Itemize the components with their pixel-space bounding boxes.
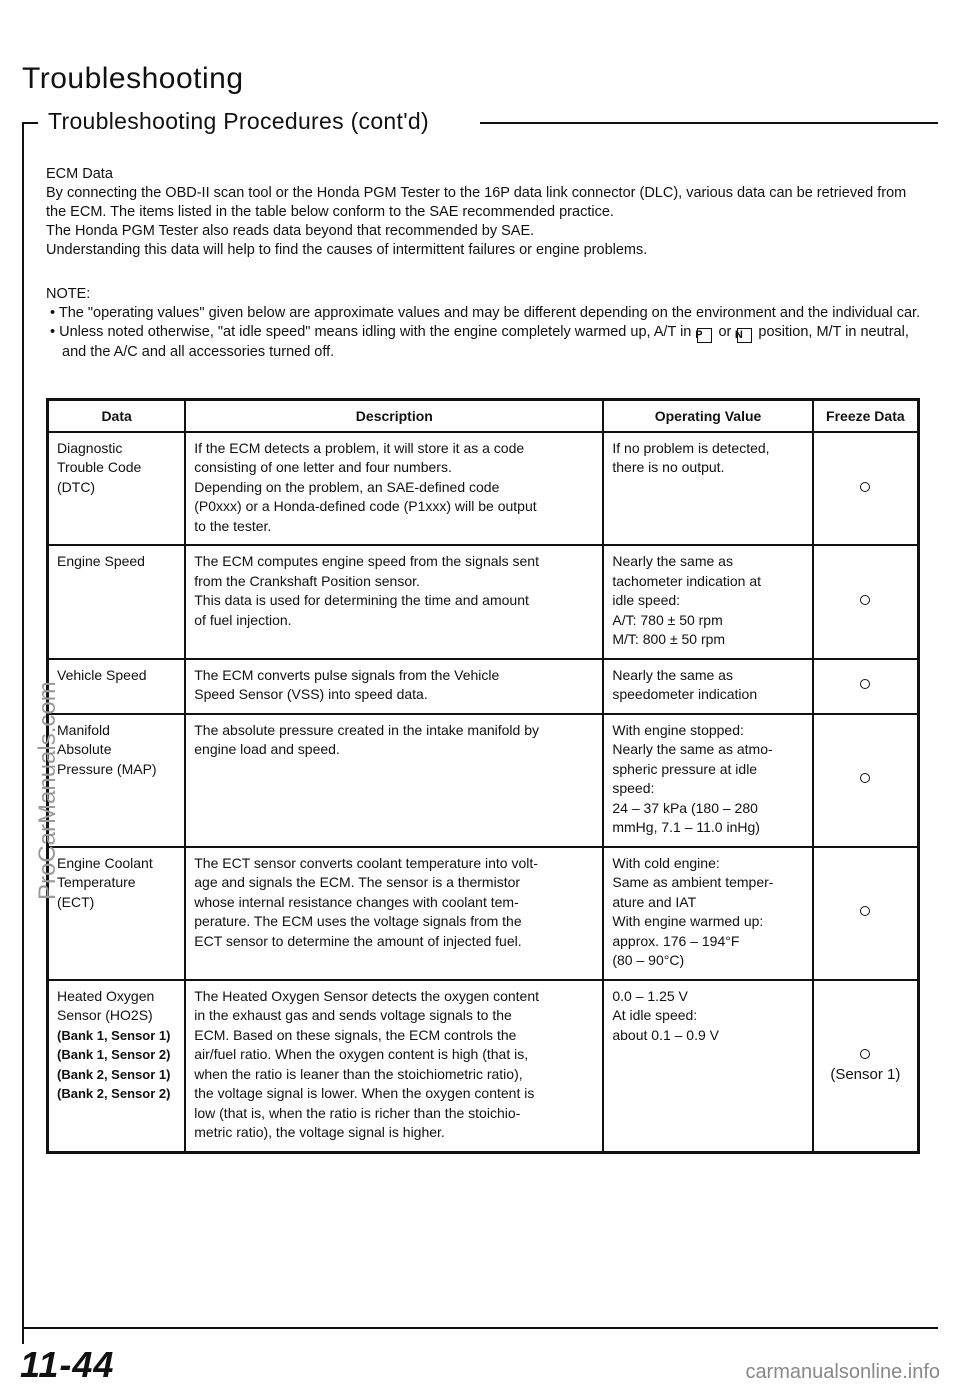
- cell-line: consisting of one letter and four numbers.: [194, 459, 452, 475]
- cell-line: age and signals the ECM. The sensor is a thermistor: [194, 874, 521, 890]
- cell-line: the voltage signal is lower. When the oxygen content is: [194, 1085, 535, 1101]
- cell-line: in the exhaust gas and sends voltage signals to the: [194, 1007, 512, 1023]
- cell-operating-value: [603, 847, 812, 980]
- cell-line: speed:: [612, 780, 655, 796]
- intro-paragraph-2: The Honda PGM Tester also reads data beyond that recommended by SAE.: [46, 223, 535, 239]
- intro-paragraph-1: By connecting the OBD-II scan tool or the Honda PGM Tester to the 16P data link connector (DLC), various data can be retrieved from the ECM. The items listed in the table below conform to the SAE recommended practice.: [46, 185, 907, 220]
- cell-line: Pressure (MAP): [57, 760, 157, 777]
- park-position-icon: P: [697, 328, 712, 343]
- circle-icon: [860, 595, 870, 605]
- cell-line: If the ECM detects a problem, it will store it as a code: [194, 439, 525, 456]
- cell-line: to the tester.: [194, 517, 272, 534]
- cell-operating-value: [603, 714, 812, 847]
- cell-line: (DTC): [57, 478, 96, 495]
- cell-description: [185, 659, 603, 714]
- cell-line: Nearly the same as atmo-: [612, 741, 773, 757]
- cell-freeze-data: [813, 980, 919, 1153]
- cell-freeze-data: [813, 714, 919, 847]
- cell-data: [48, 847, 186, 980]
- circle-icon: [860, 1049, 870, 1059]
- footer-site-text: carmanualsonline.info: [745, 1361, 940, 1383]
- cell-line: Temperature: [57, 874, 136, 890]
- cell-data: [48, 432, 186, 546]
- intro-block: [46, 165, 922, 260]
- cell-line: there is no output.: [612, 459, 725, 475]
- cell-line: M/T: 800 ± 50 rpm: [612, 631, 726, 647]
- cell-line: Manifold: [57, 721, 110, 738]
- circle-icon: [860, 773, 870, 783]
- cell-line: ECT sensor to determine the amount of injected fuel.: [194, 932, 522, 949]
- note-bullet-2: • Unless noted otherwise, "at idle speed" means idling with the engine completely warmed up, A/T in P or N position, M/T in neutral, and the A/C and all accessories turned off.: [50, 324, 909, 360]
- cell-freeze-data: [813, 659, 919, 714]
- cell-freeze-data: [813, 432, 919, 546]
- cell-line: The absolute pressure created in the intake manifold by: [194, 721, 540, 738]
- circle-icon: [860, 679, 870, 689]
- cell-line: low (that is, when the ratio is richer than the stoichio-: [194, 1104, 521, 1121]
- cell-line: ature and IAT: [612, 893, 697, 910]
- cell-line: Engine Speed: [57, 553, 145, 569]
- cell-line: tachometer indication at: [612, 572, 761, 589]
- note-bullet-1: • The "operating values" given below are approximate values and may be different depending on the environment and the individual car.: [50, 305, 921, 321]
- cell-line: from the Crankshaft Position sensor.: [194, 572, 420, 589]
- cell-line: This data is used for determining the time and amount: [194, 592, 529, 608]
- margin-rule: [22, 122, 24, 1344]
- cell-line: (Bank 1, Sensor 1): [57, 1027, 171, 1043]
- cell-line: Speed Sensor (VSS) into speed data.: [194, 686, 428, 702]
- cell-line: engine load and speed.: [194, 741, 340, 757]
- cell-line: (Bank 1, Sensor 2): [57, 1047, 171, 1062]
- header-rule: [480, 122, 938, 124]
- cell-description: [185, 714, 603, 847]
- note-label: NOTE:: [46, 286, 91, 302]
- section-header: [22, 108, 938, 142]
- cell-line: Same as ambient temper-: [612, 874, 774, 890]
- cell-line: Trouble Code: [57, 459, 142, 475]
- cell-line: (P0xxx) or a Honda-defined code (P1xxx) will be output: [194, 498, 537, 514]
- cell-description: [185, 980, 603, 1153]
- table-row: [48, 980, 919, 1153]
- header-description: Description: [185, 400, 603, 432]
- cell-operating-value: [603, 659, 812, 714]
- cell-data: [48, 659, 186, 714]
- cell-line: ECM. Based on these signals, the ECM controls the: [194, 1026, 517, 1043]
- circle-icon: [860, 906, 870, 916]
- header-hook-line: [22, 122, 38, 124]
- intro-heading: ECM Data: [46, 166, 113, 182]
- cell-data: [48, 714, 186, 847]
- cell-line: If no problem is detected,: [612, 439, 770, 456]
- intro-paragraph-3: Understanding this data will help to find the causes of intermittent failures or engine problems.: [46, 242, 648, 258]
- cell-line: Nearly the same as: [612, 666, 733, 683]
- cell-line: air/fuel ratio. When the oxygen content is high (that is,: [194, 1046, 529, 1062]
- cell-freeze-data: [813, 847, 919, 980]
- cell-data: [48, 545, 186, 659]
- cell-line: Sensor (HO2S): [57, 1007, 153, 1023]
- cell-line: of fuel injection.: [194, 611, 292, 628]
- cell-line: (80 – 90°C): [612, 952, 685, 968]
- table-row: [48, 659, 919, 714]
- cell-description: [185, 847, 603, 980]
- ecm-data-table: [46, 398, 920, 1154]
- note-bullet-1-text: The "operating values" given below are approximate values and may be different depending on the environment and the individual car.: [58, 305, 921, 321]
- cell-line: Nearly the same as: [612, 553, 733, 569]
- cell-description: [185, 545, 603, 659]
- table-row: [48, 714, 919, 847]
- cell-line: (ECT): [57, 893, 95, 910]
- cell-line: idle speed:: [612, 592, 681, 608]
- cell-description: [185, 432, 603, 546]
- cell-freeze-data: [813, 545, 919, 659]
- cell-line: mmHg, 7.1 – 11.0 inHg): [612, 819, 760, 835]
- cell-line: perature. The ECM uses the voltage signals from the: [194, 913, 522, 929]
- cell-line: speedometer indication: [612, 686, 758, 702]
- cell-line: (Bank 2, Sensor 1): [57, 1066, 171, 1082]
- cell-line: metric ratio), the voltage signal is higher.: [194, 1124, 445, 1140]
- cell-line: Heated Oxygen: [57, 987, 155, 1004]
- cell-operating-value: [603, 980, 812, 1153]
- cell-line: Absolute: [57, 741, 112, 757]
- table-row: [48, 847, 919, 980]
- header-data: Data: [48, 400, 186, 432]
- cell-line: 24 – 37 kPa (180 – 280: [612, 799, 758, 816]
- cell-line: when the ratio is leaner than the stoichiometric ratio),: [194, 1065, 523, 1082]
- cell-line: Vehicle Speed: [57, 666, 147, 683]
- cell-operating-value: [603, 545, 812, 659]
- cell-line: The Heated Oxygen Sensor detects the oxygen content: [194, 987, 540, 1004]
- circle-icon: [860, 482, 870, 492]
- header-freeze-data: Freeze Data: [813, 400, 919, 432]
- freeze-note: (Sensor 1): [830, 1065, 901, 1083]
- cell-line: whose internal resistance changes with coolant tem-: [194, 893, 519, 910]
- table-row: [48, 432, 919, 546]
- section-subtitle: Troubleshooting Procedures (cont'd): [48, 108, 429, 134]
- watermark: ProCarManuals.com: [34, 681, 61, 900]
- note-block: [46, 285, 922, 362]
- neutral-position-icon: N: [737, 328, 752, 343]
- cell-line: With cold engine:: [612, 854, 720, 871]
- cell-data: [48, 980, 186, 1153]
- cell-line: Engine Coolant: [57, 854, 153, 871]
- cell-line: The ECM computes engine speed from the signals sent: [194, 553, 539, 569]
- cell-line: The ECT sensor converts coolant temperature into volt-: [194, 854, 538, 871]
- cell-line: With engine stopped:: [612, 721, 744, 738]
- cell-operating-value: [603, 432, 812, 546]
- cell-line: approx. 176 – 194°F: [612, 932, 740, 949]
- page-number: 11-44: [20, 1344, 115, 1385]
- cell-line: At idle speed:: [612, 1007, 698, 1023]
- cell-line: The ECM converts pulse signals from the Vehicle: [194, 666, 500, 683]
- note-bullet-2b-text: position, M/T in neutral, and the A/C and all accessories turned off.: [62, 324, 909, 360]
- note-or-text: or: [718, 324, 732, 340]
- cell-line: (Bank 2, Sensor 2): [57, 1086, 171, 1101]
- footer-rule: [22, 1327, 938, 1329]
- header-operating-value: Operating Value: [603, 400, 812, 432]
- cell-line: With engine warmed up:: [612, 913, 764, 929]
- cell-line: Diagnostic: [57, 439, 123, 456]
- table-row: [48, 545, 919, 659]
- cell-line: A/T: 780 ± 50 rpm: [612, 611, 723, 628]
- cell-line: about 0.1 – 0.9 V: [612, 1026, 719, 1043]
- cell-line: 0.0 – 1.25 V: [612, 987, 688, 1004]
- page-title: Troubleshooting: [22, 62, 244, 95]
- table-header-row: [48, 400, 919, 432]
- cell-line: spheric pressure at idle: [612, 760, 758, 777]
- cell-line: Depending on the problem, an SAE-defined code: [194, 478, 500, 495]
- note-bullet-2a-text: Unless noted otherwise, "at idle speed" means idling with the engine completely warmed up, A/T in: [59, 324, 692, 340]
